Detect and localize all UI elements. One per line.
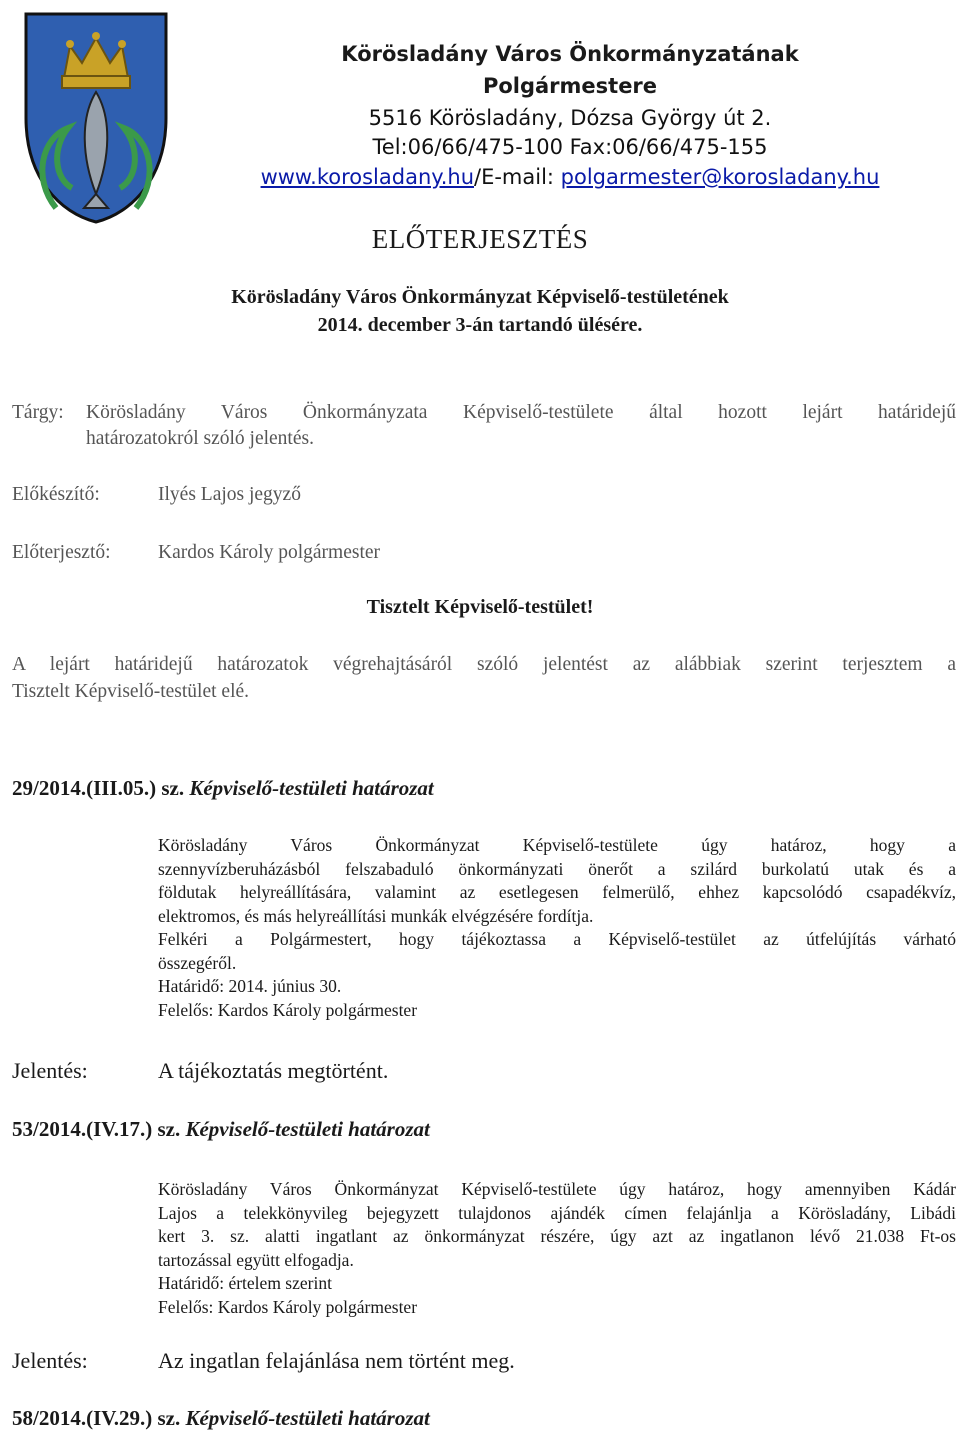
resolution-2-responsible: Felelős: Kardos Károly polgármester (158, 1296, 418, 1317)
coat-of-arms-icon (12, 8, 180, 226)
subtitle-line-2: 2014. december 3-án tartandó ülésére. (317, 314, 643, 336)
resolution-3-type: Képviselő-testületi határozat (185, 1406, 430, 1430)
header-contacts (190, 165, 950, 189)
salutation: Tisztelt Képviselő-testület! (366, 596, 594, 618)
resolution-1-line: földutak helyreállítására, valamint az esetlegesen felmerülő, ehhez kapcsolódó csapadékvíz, (158, 882, 956, 902)
resolution-1-body (158, 834, 956, 1022)
intro-line-1: A lejárt határidejű határozatok végrehajtásáról szóló jelentést az alábbiak szerint terjesztem a (12, 654, 956, 675)
resolution-2-body (158, 1178, 956, 1319)
preparer-label: Előkészítő: (12, 484, 100, 505)
resolution-2-report: Az ingatlan felajánlása nem történt meg. (158, 1348, 515, 1373)
email-link[interactable]: polgarmester@korosladany.hu (560, 165, 880, 189)
header-phone-fax: Tel:06/66/475-100 Fax:06/66/475-155 (372, 135, 768, 159)
resolution-1-line: szennyvízberuházásból felszabaduló önkormányzati önerőt a szilárd burkolatú utak és a (158, 858, 956, 879)
resolution-2-line: kert 3. sz. alatti ingatlant az önkormányzat részére, úgy azt az ingatlanon lévő 21.038 Ft-os (158, 1226, 956, 1246)
intro-line-2: Tisztelt Képviselő-testület elé. (12, 681, 250, 702)
document-title: ELŐTERJESZTÉS (371, 224, 589, 254)
presenter-label: Előterjesztő: (12, 542, 111, 563)
resolution-2-heading (12, 1117, 430, 1142)
header-municipality: Körösladány Város Önkormányzatának (341, 42, 799, 66)
resolution-2-number: 53/2014.(IV.17.) sz. (12, 1117, 181, 1141)
resolution-1-deadline: Határidő: 2014. június 30. (158, 976, 342, 996)
header-mayor: Polgármestere (482, 74, 658, 98)
resolution-1-line: elektromos, és más helyreállítási munkák elvégzésére fordítja. (158, 905, 594, 926)
preparer-value: Ilyés Lajos jegyző (158, 484, 301, 505)
resolution-2-type: Képviselő-testületi határozat (185, 1117, 430, 1141)
website-link[interactable]: www.korosladany.hu (260, 165, 474, 189)
resolution-1-line: Körösladány Város Önkormányzat Képviselő-testülete úgy határoz, hogy a (158, 835, 956, 855)
subject-line-2: határozatokról szóló jelentés. (86, 428, 314, 449)
presenter-value: Kardos Károly polgármester (158, 542, 381, 563)
resolution-1-line: összegéről. (158, 952, 237, 973)
resolution-1-line: Felkéri a Polgármestert, hogy tájékoztassa a Képviselő-testület az útfelújítás várható (158, 929, 956, 949)
resolution-1-number: 29/2014.(III.05.) sz. (12, 776, 185, 800)
resolution-2-line: Lajos a telekkönyvileg bejegyzett tulajdonos ajándék címen felajánlja a Körösladány, Libádi (158, 1202, 956, 1223)
resolution-1-responsible: Felelős: Kardos Károly polgármester (158, 999, 418, 1020)
email-prefix: /E-mail: (474, 165, 561, 189)
resolution-2-line: tartozással együtt elfogadja. (158, 1249, 354, 1270)
subject-label: Tárgy: (12, 402, 64, 423)
resolution-1-heading (12, 776, 434, 801)
resolution-1-type: Képviselő-testületi határozat (189, 776, 434, 800)
header-address: 5516 Körösladány, Dózsa György út 2. (368, 106, 772, 130)
subtitle-line-1: Körösladány Város Önkormányzat Képviselő-testületének (231, 286, 729, 308)
resolution-2-report-label: Jelentés: (12, 1348, 88, 1373)
resolution-1-report-label: Jelentés: (12, 1058, 88, 1083)
resolution-1-report: A tájékoztatás megtörtént. (158, 1058, 389, 1083)
resolution-3-heading (12, 1406, 430, 1431)
resolution-3-number: 58/2014.(IV.29.) sz. (12, 1406, 181, 1430)
resolution-2-line: Körösladány Város Önkormányzat Képviselő-testülete úgy határoz, hogy amennyiben Kádár (158, 1179, 956, 1199)
resolution-2-deadline: Határidő: értelem szerint (158, 1273, 332, 1293)
subject-line-1: Körösladány Város Önkormányzata Képviselő-testülete által hozott lejárt határidejű (86, 402, 956, 423)
